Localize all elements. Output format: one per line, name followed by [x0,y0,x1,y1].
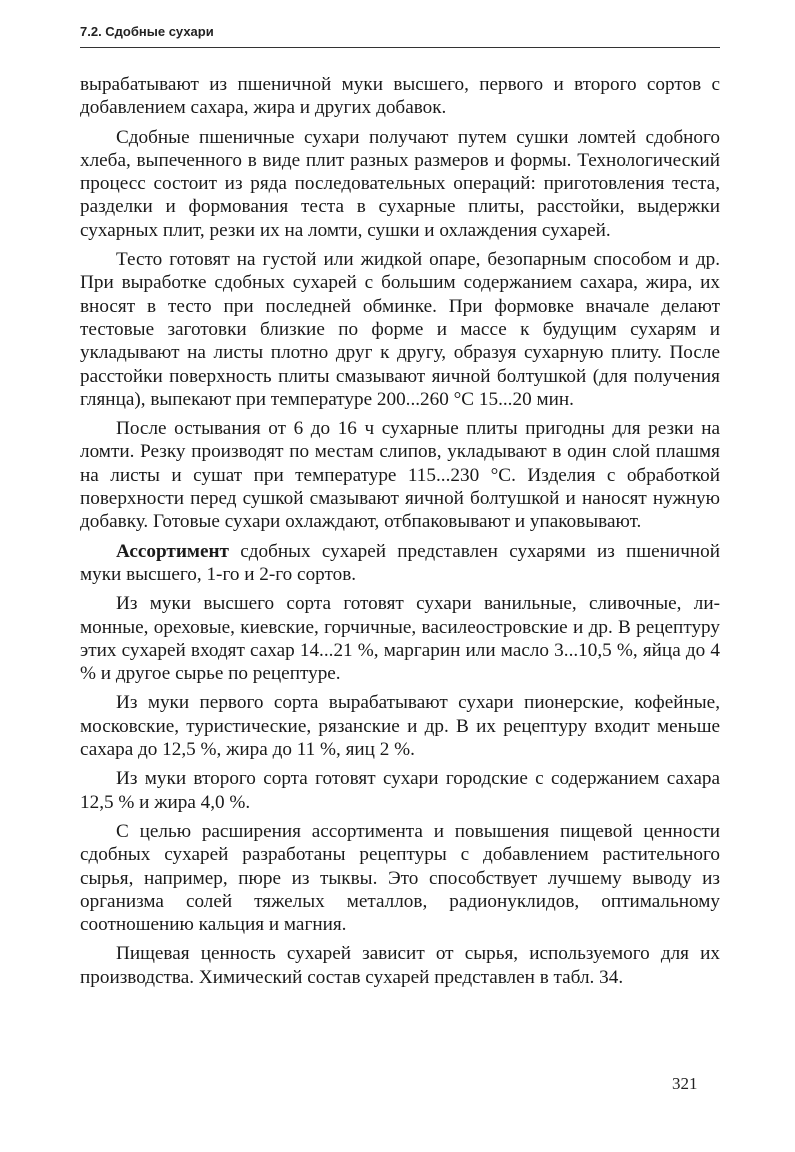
paragraph: С целью расширения ассортимента и повышения пищевой ценности сдобных сухарей разработаны рецептуры с добавлением растительного сырья, например, пюре из тыквы. Это способствует лучшему выводу из организма солей тяжелых металлов, радионуклидов, оптимальному соотношению кальция и магния. [80,820,720,936]
paragraph: Тесто готовят на густой или жидкой опаре, безопарным способом и др. При выработке сдобных сухарей с большим содержанием сахара, жира, их вносят в тесто при последней обминке. При формовке вначале делают тестовые заготовки близкие по форме и массе к будущим сухарям и укладывают на листы плотно друг к другу, образуя сухарную плиту. После расстойки поверхность плиты смазывают яичной болтушкой (для получения глянца), выпекают при температуре 200...260 °С 15...20 мин. [80,249,720,410]
paragraph: вырабатывают из пшеничной муки высшего, первого и второго сортов с добавлением сахара, жира и других добавок. [80,74,720,119]
paragraph-assortment [80,540,720,587]
body-text [80,73,720,995]
header-rule [80,47,720,48]
paragraph: Сдобные пшеничные сухари получают путем сушки ломтей сдобного хлеба, выпеченного в виде плит разных размеров и формы. Технологический процесс состоит из ряда последовательных операций: приготовления теста, разделки и формования теста в сухарные плиты, расстойки, выдержки сухарных плит, резки их на ломти, сушки и охлаждения сухарей. [80,126,720,241]
paragraph: Из муки первого сорта вырабатывают сухари пионерские, кофейные, московские, туристические, рязанские и др. В их рецептуру входит меньше сахара до 12,5 %, жира до 11 %, яиц 2 %. [80,692,720,761]
paragraph: После остывания от 6 до 16 ч сухарные плиты пригодны для резки на ломти. Резку производят по местам слипов, укладывают в один слой плашмя на листы и сушат при температуре 115...230 °С. Изделия с обработкой поверхности перед сушкой смазывают яичной болтушкой и наносят нужную добавку. Готовые сухари охлаждают, отбпаковывают и упаковывают. [80,418,720,533]
paragraph: Из муки второго сорта готовят сухари городские с содержанием сахара 12,5 % и жира 4,0 %. [80,768,720,813]
paragraph: Из муки высшего сорта готовят сухари ванильные, сливочные, лимонные, ореховые, киевские, горчичные, василеостровские и др. В рецептуру этих сухарей входят сахар 14...21 %, маргарин или масло 3...10,5 %, яйца до 4 % и другое сырье по рецептуре. [80,593,720,685]
running-header: 7.2. Сдобные сухари [80,24,214,39]
page-number: 321 [672,1074,698,1093]
paragraph: Пищевая ценность сухарей зависит от сырья, используемого для их производства. Химический состав сухарей представлен в табл. 34. [80,943,720,988]
term-assortment: Ассортимент [116,540,229,562]
paragraph-text: сдобных сухарей представлен сухарями из пшеничной муки высшего, 1-го и 2-го сортов. [80,540,720,585]
